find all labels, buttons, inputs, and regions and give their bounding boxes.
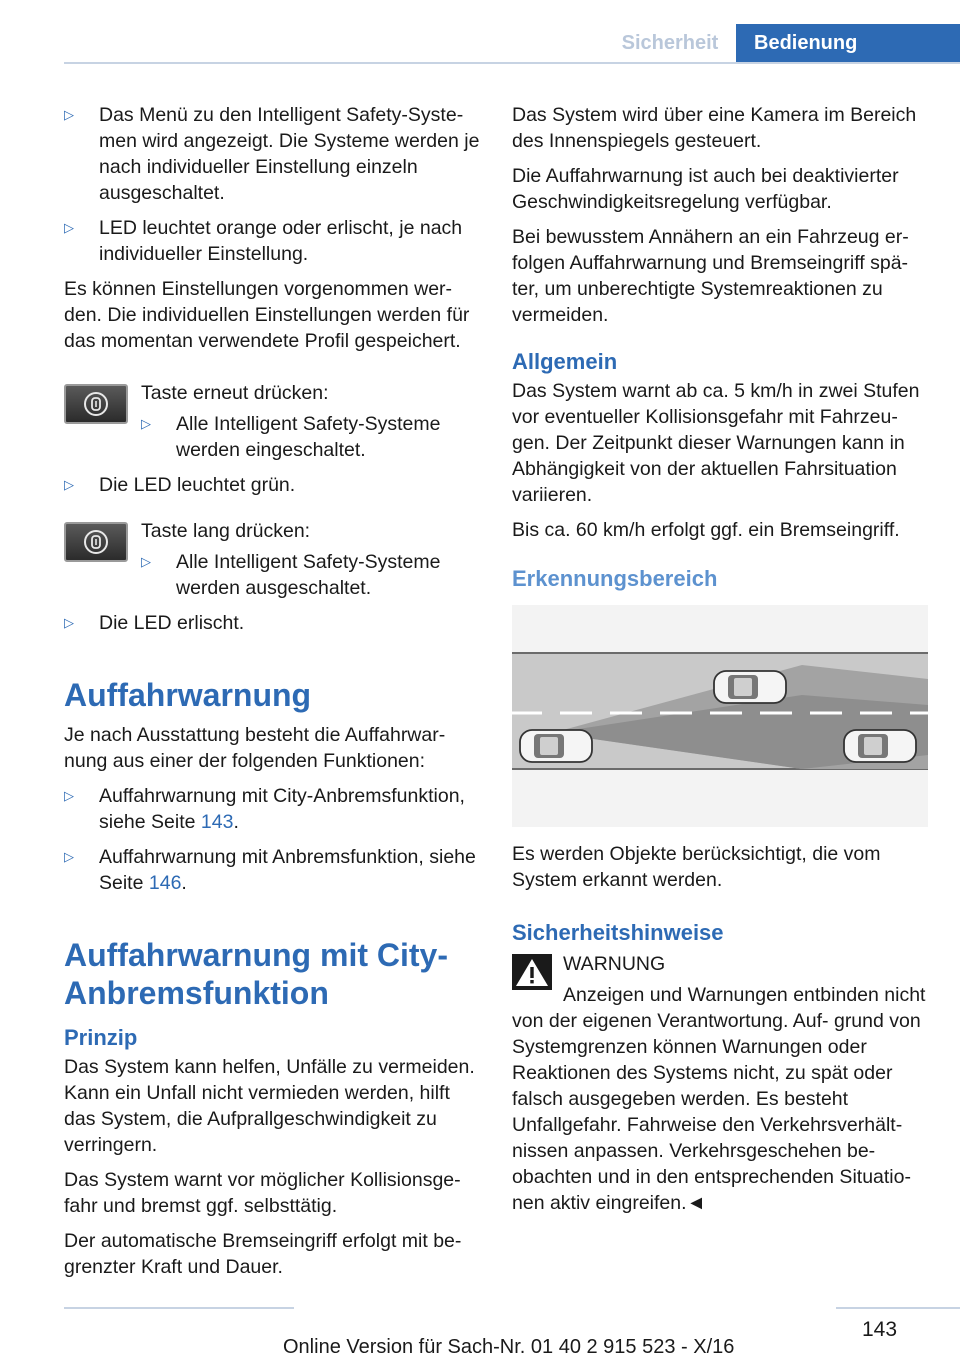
page-number: 143 <box>862 1318 898 1341</box>
key-text: Taste erneut drücken: <box>141 382 329 404</box>
period: . <box>181 872 187 894</box>
list-item-text: Alle Intelligent Safety-Systeme werden ausgeschaltet. <box>176 551 441 599</box>
paragraph: Je nach Ausstattung besteht die Auffahrwar‐ nung aus einer der folgenden Funktionen: <box>64 724 446 772</box>
list-item <box>64 472 482 498</box>
detection-range-figure <box>512 605 928 827</box>
car-icon <box>844 730 916 762</box>
list-item <box>141 549 482 601</box>
warning-title: WARNUNG <box>563 953 666 975</box>
tab-bedienung[interactable]: Bedienung <box>736 24 960 62</box>
key-text: Taste lang drücken: <box>141 520 311 542</box>
car-icon <box>714 671 786 703</box>
paragraph: Die Auffahrwarnung ist auch bei deaktivierter Geschwindigkeitsregelung verfügbar. <box>512 165 899 213</box>
bullet-triangle-icon: ▷ <box>141 416 151 431</box>
footer-rule <box>836 1307 960 1309</box>
list-item-text: Die LED leuchtet grün. <box>99 474 296 496</box>
left-column <box>64 102 482 1289</box>
footer-online-version: Online Version für Sach-Nr. 01 40 2 915 523 - X/16 <box>283 1336 735 1358</box>
paragraph: Das System kann helfen, Unfälle zu vermeiden. Kann ein Unfall nicht vermieden werden, hilft das System, die Aufprallgeschwindigkeit zu verringern. <box>64 1056 475 1156</box>
paragraph: Es werden Objekte berücksichtigt, die vom System erkannt werden. <box>512 843 881 891</box>
list-item <box>64 783 482 835</box>
page-link[interactable]: 143 <box>200 811 234 833</box>
list-item-text: Auffahrwarnung mit City-Anbremsfunktion, siehe Seite <box>99 785 465 833</box>
section-heading: Auffahrwarnung mit City-Anbremsfunktion <box>64 937 448 1011</box>
list-item-text: Das Menü zu den Intelligent Safety-Syste‐ men wird angezeigt. Die Systeme werden je nach individueller Einstellung einzeln ausgeschaltet. <box>99 104 480 204</box>
header-rule <box>64 62 960 64</box>
list-item <box>64 215 482 267</box>
list-item <box>64 844 482 896</box>
footer-rule <box>64 1307 294 1309</box>
list-item-text: Alle Intelligent Safety-Systeme werden eingeschaltet. <box>176 413 441 461</box>
bullet-triangle-icon: ▷ <box>64 477 74 492</box>
page-link[interactable]: 146 <box>148 872 182 894</box>
paragraph: Das System wird über eine Kamera im Bereich des Innenspiegels gesteuert. <box>512 104 917 152</box>
list-item-text: LED leuchtet orange oder erlischt, je nach individueller Einstellung. <box>99 217 463 265</box>
bullet-triangle-icon: ▷ <box>64 788 74 803</box>
safety-button-icon <box>64 384 128 424</box>
subsection-heading: Sicherheitshinweise <box>512 920 724 945</box>
warning-block <box>512 951 928 977</box>
car-icon <box>520 730 592 762</box>
list-item-text: Auffahrwarnung mit Anbremsfunktion, siehe Seite <box>99 846 476 894</box>
paragraph: Der automatische Bremseingriff erfolgt mit be‐ grenzter Kraft und Dauer. <box>64 1230 462 1278</box>
paragraph: Bei bewusstem Annähern an ein Fahrzeug er‐ folgen Auffahrwarnung und Bremseingriff spä‐ ter, um unberechtigte Systemreaktionen zu vermeiden. <box>512 226 909 326</box>
bullet-triangle-icon: ▷ <box>64 220 74 235</box>
list-item <box>64 610 482 636</box>
bullet-triangle-icon: ▷ <box>64 615 74 630</box>
key-instruction <box>64 518 482 601</box>
list-item <box>64 102 482 206</box>
bullet-triangle-icon: ▷ <box>64 849 74 864</box>
list-item <box>141 411 482 463</box>
section-heading: Auffahrwarnung <box>64 677 312 713</box>
subsection-heading: Allgemein <box>512 349 618 374</box>
road-illustration <box>512 605 928 827</box>
subsection-heading: Prinzip <box>64 1025 138 1050</box>
bullet-triangle-icon: ▷ <box>64 107 74 122</box>
paragraph: Das System warnt ab ca. 5 km/h in zwei Stufen vor eventueller Kollisionsgefahr mit Fahrzeu‐ gen. Der Zeitpunkt dieser Warnungen kann in Abhängigkeit von der aktuellen Fahrsituation variieren. <box>512 380 920 506</box>
list-item-text: Die LED erlischt. <box>99 612 245 634</box>
bullet-triangle-icon: ▷ <box>141 554 151 569</box>
warning-text: Anzeigen und Warnungen entbinden nicht von der eigenen Verantwortung. Auf‐ grund von Systemgrenzen können Warnungen oder Reaktionen des Systems nicht, zu spät oder falsch ausgegeben werden. Es besteht Unfallgefahr. Fahrweise den Verkehrsverhält‐ nissen anpassen. Verkehrsgeschehen be‐ obachten und in den entsprechenden Situatio‐ nen aktiv eingreifen.◄ <box>512 984 926 1214</box>
right-column <box>512 102 928 1225</box>
tab-sicherheit[interactable]: Sicherheit <box>621 31 719 54</box>
paragraph: Bis ca. 60 km/h erfolgt ggf. ein Bremseingriff. <box>512 519 900 541</box>
period: . <box>233 811 239 833</box>
paragraph: Das System warnt vor möglicher Kollisionsge‐ fahr und bremst ggf. selbsttätig. <box>64 1169 461 1217</box>
key-instruction <box>64 380 482 463</box>
warning-icon <box>512 954 552 990</box>
safety-button-icon <box>64 522 128 562</box>
subsection-heading: Erkennungsbereich <box>512 566 718 591</box>
paragraph: Es können Einstellungen vorgenommen wer‐ den. Die individuellen Einstellungen werden für das momentan verwendete Profil gespeichert. <box>64 278 470 352</box>
